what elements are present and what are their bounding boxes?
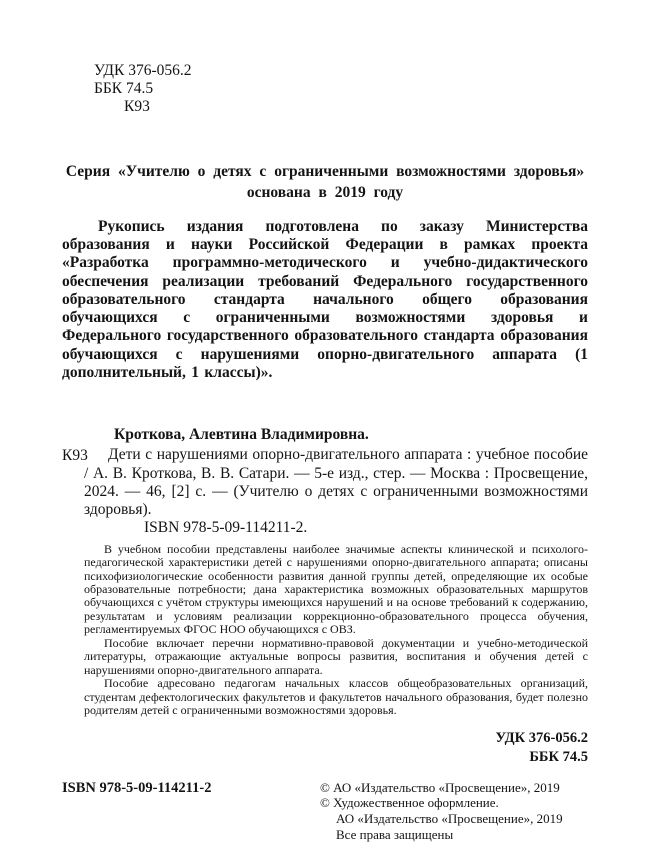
annotation-paragraph-1: В учебном пособии представлены наиболее значимые аспекты клинической и психолого-педагогической характеристики детей с нарушениями опорно-двигательного аппарата; описаны психофизиологические особенности развития данной группы детей, определяющие их особые образовательные потребности; дана характеристика возможных образовательных маршрутов обучающихся с учётом структуры имеющихся нарушений и на основе требований к содержанию, результатам и условиям реализации коррекционно-образовательного процесса обучения, регламентируемых ФГОС НОО обучающихся с ОВЗ. bbox=[84, 541, 588, 637]
bottom-classification-codes bbox=[62, 729, 588, 765]
author-name: Кроткова, Алевтина Владимировна. bbox=[114, 426, 369, 444]
bibliographic-description: Дети с нарушениями опорно-двигательного аппарата : учебное пособие / А. В. Кроткова, В. В. Сатари. — 5-е изд., стер. — Москва : Просвещение, 2024. — 46, [2] с. — (Учителю о детях с ограниченными возможностями здоровья). bbox=[84, 446, 588, 519]
copyright-line-rights-reserved: Все права защищены bbox=[336, 827, 454, 843]
copyright-line-publisher-2: АО «Издательство «Просвещение», 2019 bbox=[336, 811, 563, 827]
bbk-code-bottom: ББК 74.5 bbox=[529, 748, 588, 765]
isbn-statement: ISBN 978-5-09-114211-2. bbox=[144, 519, 308, 537]
copyright-line-publisher: © АО «Издательство «Просвещение», 2019 bbox=[320, 779, 560, 795]
author-sign-code-top: К93 bbox=[124, 97, 150, 115]
bbk-code-top: ББК 74.5 bbox=[94, 79, 154, 97]
manuscript-note: Рукопись издания подготовлена по заказу Министерства образования и науки Российской Федерации в рамках проекта «Разработка программно-методического и учебно-дидактического обеспечения реализации требований Федерального государственного образовательного стандарта начального общего образования обучающихся с ограниченными возможностями здоровья и Федерального государственного образовательного стандарта образования обучающихся с нарушениями опорно-двигательного аппарата (1 дополнительный, 1 классы)». bbox=[62, 217, 588, 381]
udk-code-top: УДК 376-056.2 bbox=[94, 62, 192, 79]
footer bbox=[62, 780, 588, 843]
top-classification-codes bbox=[94, 62, 588, 116]
annotation-paragraph-3: Пособие адресовано педагогам начальных классов общеобразовательных организаций, студентам дефектологических факультетов и факультетов начального образования, будет полезно родителям детей с ограниченными возможностями здоровья. bbox=[84, 676, 588, 717]
annotation-block bbox=[62, 543, 588, 718]
author-sign-code-entry: К93 bbox=[62, 447, 88, 465]
series-title-line: Серия «Учителю о детях с ограниченными возможностями здоровья» bbox=[65, 162, 585, 180]
udk-code-bottom: УДК 376-056.2 bbox=[495, 730, 588, 747]
annotation-paragraph-2: Пособие включает перечни нормативно-правовой документации и учебно-методической литературы, отражающие актуальные вопросы развития, воспитания и обучения детей с нарушениями опорно-двигательного аппарата. bbox=[84, 635, 588, 677]
isbn-footer: ISBN 978-5-09-114211-2 bbox=[62, 779, 212, 796]
series-heading bbox=[62, 162, 588, 204]
copyright-block bbox=[320, 780, 588, 843]
catalog-entry bbox=[62, 446, 588, 519]
series-founded-line: основана в 2019 году bbox=[246, 183, 404, 201]
copyright-line-artwork: © Художественное оформление. bbox=[320, 795, 499, 811]
